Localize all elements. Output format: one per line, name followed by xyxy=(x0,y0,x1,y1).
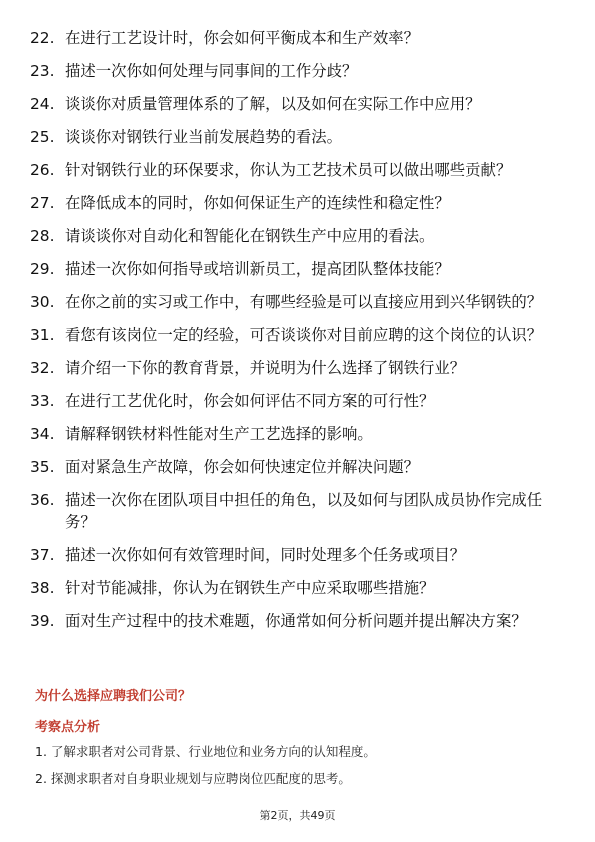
question-number: 39. xyxy=(30,612,55,630)
question-item xyxy=(30,544,570,566)
question-text: 描述一次你如何指导或培训新员工，提高团队整体技能？ xyxy=(65,260,450,278)
question-number: 25. xyxy=(30,128,55,146)
question-text: 面对紧急生产故障，你会如何快速定位并解决问题？ xyxy=(65,458,419,476)
question-item xyxy=(30,159,570,181)
question-item xyxy=(30,126,570,148)
analysis-point: 1. 了解求职者对公司背景、行业地位和业务方向的认知程度。 xyxy=(35,744,376,759)
question-item xyxy=(30,324,570,346)
question-text: 描述一次你如何有效管理时间，同时处理多个任务或项目？ xyxy=(65,546,466,564)
question-text: 在进行工艺优化时，你会如何评估不同方案的可行性？ xyxy=(65,392,435,410)
question-text: 看您有该岗位一定的经验，可否谈谈你对目前应聘的这个岗位的认识？ xyxy=(65,326,543,344)
question-text: 在你之前的实习或工作中，有哪些经验是可以直接应用到兴华钢铁的？ xyxy=(65,293,543,311)
question-number: 22. xyxy=(30,29,55,47)
question-number: 26. xyxy=(30,161,55,179)
question-item xyxy=(30,610,570,632)
question-text: 请谈谈你对自动化和智能化在钢铁生产中应用的看法。 xyxy=(65,227,435,245)
question-item xyxy=(30,93,570,115)
analysis-points xyxy=(35,743,565,788)
question-text: 针对钢铁行业的环保要求，你认为工艺技术员可以做出哪些贡献？ xyxy=(65,161,512,179)
question-number: 28. xyxy=(30,227,55,245)
question-item xyxy=(30,577,570,599)
question-text: 在进行工艺设计时，你会如何平衡成本和生产效率？ xyxy=(65,29,419,47)
page-number-footer: 第2页，共49页 xyxy=(259,809,336,822)
question-item xyxy=(30,390,570,412)
question-item xyxy=(30,489,570,533)
question-item xyxy=(30,192,570,214)
question-number: 33. xyxy=(30,392,55,410)
question-number: 37. xyxy=(30,546,55,564)
question-number: 34. xyxy=(30,425,55,443)
question-item xyxy=(30,60,570,82)
question-text: 谈谈你对钢铁行业当前发展趋势的看法。 xyxy=(65,128,343,146)
question-number: 27. xyxy=(30,194,55,212)
question-number: 24. xyxy=(30,95,55,113)
question-number: 30. xyxy=(30,293,55,311)
section-subtitle: 考察点分析 xyxy=(35,720,101,735)
question-number: 36. xyxy=(30,491,55,509)
question-text: 请解释钢铁材料性能对生产工艺选择的影响。 xyxy=(65,425,373,443)
question-number: 38. xyxy=(30,579,55,597)
question-item xyxy=(30,423,570,445)
question-number: 29. xyxy=(30,260,55,278)
analysis-section xyxy=(35,688,565,797)
question-number: 35. xyxy=(30,458,55,476)
question-text: 针对节能减排，你认为在钢铁生产中应采取哪些措施？ xyxy=(65,579,435,597)
analysis-point: 2. 探测求职者对自身职业规划与应聘岗位匹配度的思考。 xyxy=(35,771,351,786)
question-item xyxy=(30,225,570,247)
question-text: 描述一次你在团队项目中担任的角色，以及如何与团队成员协作完成任务？ xyxy=(65,491,543,531)
question-number: 32. xyxy=(30,359,55,377)
question-number: 31. xyxy=(30,326,55,344)
question-text: 请介绍一下你的教育背景，并说明为什么选择了钢铁行业？ xyxy=(65,359,466,377)
question-item xyxy=(30,456,570,478)
question-text: 面对生产过程中的技术难题，你通常如何分析问题并提出解决方案？ xyxy=(65,612,527,630)
question-number: 23. xyxy=(30,62,55,80)
question-item xyxy=(30,258,570,280)
question-item xyxy=(30,357,570,379)
question-text: 描述一次你如何处理与同事间的工作分歧？ xyxy=(65,62,358,80)
question-text: 谈谈你对质量管理体系的了解，以及如何在实际工作中应用？ xyxy=(65,95,481,113)
question-list xyxy=(30,27,570,643)
question-text: 在降低成本的同时，你如何保证生产的连续性和稳定性？ xyxy=(65,194,450,212)
section-title: 为什么选择应聘我们公司？ xyxy=(35,689,192,704)
question-item xyxy=(30,27,570,49)
question-item xyxy=(30,291,570,313)
